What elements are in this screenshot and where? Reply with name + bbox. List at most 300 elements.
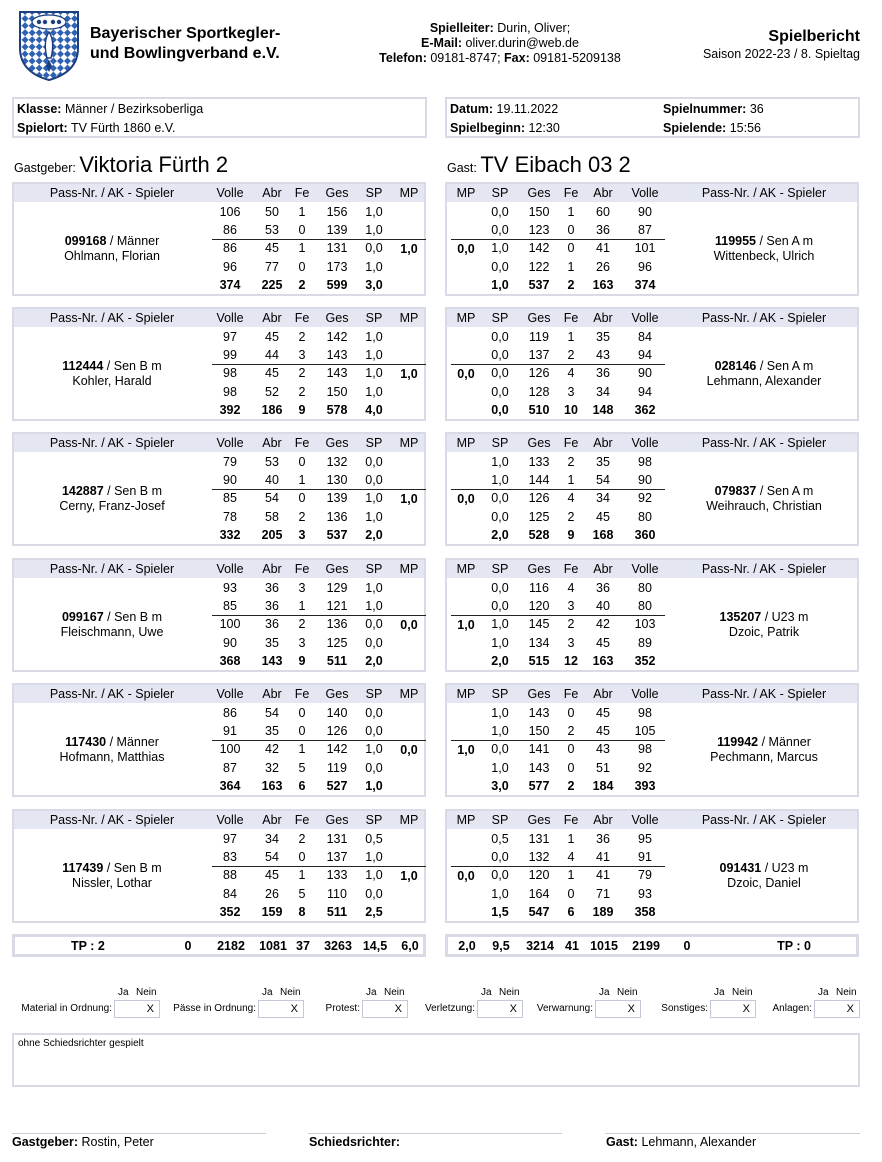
check-box[interactable]: X (258, 1000, 304, 1018)
guest-abr-value: 54 (596, 473, 610, 488)
column-header-player: Pass-Nr. / AK - Spieler (701, 562, 827, 576)
guest-sp-value: 1,0 (491, 760, 509, 775)
guest-fe-value: 1 (567, 868, 575, 883)
home-ges-value: 130 (326, 473, 348, 488)
home-volle-total: 364 (219, 779, 241, 793)
home-ges-value: 139 (326, 223, 348, 238)
column-header-volle: Volle (631, 186, 659, 200)
guest-sp-value: 1,0 (491, 455, 509, 469)
home-abr-value: 45 (265, 366, 279, 381)
home-ges-value: 173 (326, 259, 348, 274)
ende-value: 15:56 (729, 121, 761, 135)
guest-tp: TP : 0 (777, 939, 811, 953)
guest-volle-value: 79 (638, 868, 652, 883)
home-abr-value: 36 (265, 617, 279, 632)
home-sp-value: 1,0 (365, 348, 383, 363)
nummer-label: Spielnummer: (663, 102, 747, 116)
guest-volle-value: 93 (638, 886, 652, 901)
guest-sp-value: 0,5 (491, 832, 509, 846)
guest-abr-total: 184 (592, 779, 614, 793)
remarks-box[interactable] (12, 1033, 860, 1087)
column-header-fe: Fe (294, 436, 310, 450)
home-sp-total: 2,0 (365, 528, 383, 542)
nein-label: Nein (499, 987, 520, 998)
guest-abr-value: 41 (596, 241, 610, 256)
guest-fe-value: 0 (567, 742, 575, 757)
guest-volle-value: 101 (634, 241, 656, 256)
home-volle-value: 100 (219, 742, 241, 757)
guest-ges-value: 126 (528, 491, 550, 506)
player-id-line (667, 735, 861, 750)
home-player-info (14, 359, 210, 389)
guest-ges-total: 577 (528, 779, 550, 793)
home-abr-value: 32 (265, 760, 279, 775)
home-abr-value: 53 (265, 223, 279, 238)
guest-abr-value: 71 (596, 886, 610, 901)
home-fe-value: 0 (298, 259, 306, 274)
home-volle-total: 368 (219, 654, 241, 668)
guest-fe-value: 1 (567, 259, 575, 274)
home-player-block (12, 558, 426, 672)
referee-signature (309, 1134, 400, 1150)
home-ges-value: 142 (326, 330, 348, 344)
home-sp-value: 1,0 (365, 599, 383, 614)
guest-sp-value: 1,0 (491, 706, 509, 720)
guest-fe-value: 2 (567, 617, 575, 632)
home-fe-value: 2 (298, 832, 306, 846)
home-abr-value: 34 (265, 832, 279, 846)
ja-label: Ja (818, 987, 829, 998)
column-header-mp: MP (399, 311, 419, 325)
column-header-abr: Abr (593, 562, 613, 576)
home-total-volle: 2182 (217, 939, 245, 953)
column-header-volle: Volle (216, 311, 244, 325)
column-header-sp: SP (365, 687, 383, 701)
guest-volle-value: 90 (638, 366, 652, 381)
home-abr-total: 186 (261, 403, 283, 417)
guest-sp-value: 0,0 (491, 509, 509, 524)
guest-volle-value: 95 (638, 832, 652, 846)
guest-mp-value: 0,0 (457, 367, 475, 381)
check-label: Material in Ordnung: (21, 1003, 112, 1014)
contact-block (350, 21, 650, 66)
player-name: Fleischmann, Uwe (60, 625, 164, 639)
player-id-line (14, 735, 210, 750)
guest-volle-value: 92 (638, 760, 652, 775)
guest-ges-value: 119 (529, 330, 549, 344)
guest-mp-value: 0,0 (457, 869, 475, 883)
column-header-fe: Fe (563, 687, 579, 701)
home-fe-value: 5 (298, 886, 306, 901)
column-header-abr: Abr (593, 186, 613, 200)
column-header-abr: Abr (262, 311, 282, 325)
home-fe-value: 1 (298, 473, 306, 488)
home-fe-value: 3 (298, 348, 306, 363)
column-header-volle: Volle (631, 562, 659, 576)
guest-fe-value: 1 (567, 832, 575, 846)
column-header-fe: Fe (294, 813, 310, 827)
home-sp-total: 1,0 (365, 779, 383, 793)
guest-abr-value: 35 (596, 330, 610, 344)
nein-label: Nein (384, 987, 405, 998)
column-header-sp: SP (365, 813, 383, 827)
guest-ges-total: 547 (528, 905, 550, 919)
player-pass-number: 135207 (719, 610, 762, 624)
guest-player-info (667, 359, 861, 389)
home-fe-value: 0 (298, 706, 306, 720)
home-player-block (12, 307, 426, 421)
guest-volle-value: 94 (638, 348, 652, 363)
column-header-fe: Fe (563, 436, 579, 450)
player-age-class: / Sen B m (103, 359, 162, 373)
guest-abr-value: 36 (596, 832, 610, 846)
home-abr-value: 50 (265, 205, 279, 219)
home-fe-value: 2 (298, 509, 306, 524)
column-header-player: Pass-Nr. / AK - Spieler (701, 186, 827, 200)
guest-team-name: TV Eibach 03 2 (480, 152, 631, 177)
home-mp-value: 1,0 (400, 242, 418, 256)
guest-ges-value: 134 (528, 635, 550, 650)
column-header-abr: Abr (593, 311, 613, 325)
check-box[interactable]: X (362, 1000, 408, 1018)
column-header-abr: Abr (262, 562, 282, 576)
ja-label: Ja (262, 987, 273, 998)
check-box[interactable]: X (595, 1000, 641, 1018)
home-volle-value: 100 (219, 617, 241, 632)
guest-signature (606, 1134, 756, 1150)
guest-fe-value: 2 (567, 724, 575, 739)
guest-fe-value: 0 (567, 241, 575, 256)
player-pass-number: 119942 (717, 735, 759, 749)
guest-sp-value: 1,0 (491, 473, 509, 488)
phone-value: 09181-8747; (430, 51, 501, 65)
home-ges-value: 136 (326, 509, 348, 524)
home-ges-total: 511 (326, 905, 348, 919)
column-header-abr: Abr (262, 687, 282, 701)
column-header-player: Pass-Nr. / AK - Spieler (49, 687, 175, 701)
home-abr-value: 35 (265, 724, 279, 739)
home-ges-value: 133 (326, 868, 348, 883)
player-pass-number: 142887 (61, 484, 104, 498)
guest-sp-value: 0,0 (491, 868, 509, 883)
home-abr-value: 53 (265, 455, 279, 469)
home-player-info (14, 610, 210, 640)
guest-total-extra: 0 (683, 939, 691, 953)
guest-player-info (667, 484, 861, 514)
home-sp-value: 1,0 (365, 850, 383, 865)
guest-player-block (445, 307, 859, 421)
home-volle-value: 85 (223, 599, 237, 614)
column-header-player: Pass-Nr. / AK - Spieler (49, 186, 175, 200)
home-total-abr: 1081 (259, 939, 287, 953)
home-sp-value: 1,0 (365, 384, 383, 399)
guest-ges-value: 144 (528, 473, 550, 488)
guest-abr-value: 45 (596, 635, 610, 650)
beginn-value: 12:30 (528, 121, 560, 135)
home-ges-value: 126 (326, 724, 348, 739)
ende-label: Spielende: (663, 121, 727, 135)
guest-volle-value: 90 (638, 473, 652, 488)
home-volle-value: 78 (223, 509, 237, 524)
home-abr-value: 52 (265, 384, 279, 399)
guest-sp-value: 0,0 (491, 223, 509, 238)
guest-volle-value: 80 (638, 509, 652, 524)
guest-ges-value: 132 (528, 850, 550, 865)
player-age-class: / Sen A m (756, 234, 813, 248)
guest-abr-value: 36 (596, 581, 610, 595)
guest-mp-value: 0,0 (457, 492, 475, 506)
column-header-fe: Fe (563, 813, 579, 827)
guest-ges-total: 528 (528, 528, 550, 542)
guest-abr-value: 36 (596, 366, 610, 381)
guest-abr-total: 168 (592, 528, 614, 542)
home-volle-value: 86 (223, 223, 237, 238)
column-header-sp: SP (491, 186, 509, 200)
guest-volle-value: 105 (634, 724, 656, 739)
check-label: Pässe in Ordnung: (173, 1003, 256, 1014)
column-header-ges: Ges (325, 311, 349, 325)
home-volle-total: 392 (219, 403, 241, 417)
guest-abr-value: 34 (596, 384, 610, 399)
column-header-volle: Volle (216, 813, 244, 827)
guest-abr-total: 148 (592, 403, 614, 417)
column-header-player: Pass-Nr. / AK - Spieler (49, 436, 175, 450)
guest-player-block (445, 182, 859, 296)
guest-abr-value: 35 (596, 455, 610, 469)
guest-sp-value: 0,0 (491, 384, 509, 399)
player-name: Weihrauch, Christian (706, 499, 822, 513)
guest-volle-value: 87 (638, 223, 652, 238)
home-total-ges: 3263 (324, 939, 352, 953)
home-volle-value: 90 (223, 635, 237, 650)
guest-ges-value: 145 (528, 617, 550, 632)
guest-sp-total: 1,5 (491, 905, 509, 919)
column-header-abr: Abr (262, 186, 282, 200)
home-ges-value: 150 (326, 384, 348, 399)
home-player-block (12, 182, 426, 296)
guest-fe-value: 3 (567, 635, 575, 650)
column-header-sp: SP (491, 813, 509, 827)
guest-abr-value: 42 (596, 617, 610, 632)
check-label: Sonstiges: (661, 1003, 708, 1014)
home-ges-total: 599 (326, 278, 348, 292)
guest-player-info (667, 234, 861, 264)
home-volle-value: 98 (223, 366, 237, 381)
home-sp-value: 0,5 (365, 832, 383, 846)
column-header-mp: MP (399, 186, 419, 200)
column-header-ges: Ges (325, 687, 349, 701)
home-ges-value: 140 (326, 706, 348, 720)
home-abr-value: 54 (265, 706, 279, 720)
guest-sp-value: 1,0 (491, 724, 509, 739)
guest-fe-value: 0 (567, 886, 575, 901)
guest-volle-total: 393 (634, 779, 656, 793)
guest-abr-total: 163 (592, 654, 614, 668)
datum-value: 19.11.2022 (496, 102, 559, 116)
home-player-block (12, 432, 426, 546)
home-ges-value: 131 (326, 832, 348, 846)
home-sp-value: 0,0 (365, 241, 383, 256)
guest-fe-value: 2 (567, 348, 575, 363)
guest-volle-value: 98 (638, 455, 652, 469)
column-header-volle: Volle (631, 311, 659, 325)
guest-sp-value: 1,0 (491, 617, 509, 632)
column-header-sp: SP (365, 311, 383, 325)
guest-fe-value: 4 (567, 366, 575, 381)
player-age-class: / U23 m (761, 861, 809, 875)
guest-volle-total: 352 (634, 654, 656, 668)
guest-fe-total: 12 (564, 654, 578, 668)
guest-sp-value: 0,0 (491, 850, 509, 865)
guest-ges-value: 133 (528, 455, 550, 469)
leader-value: Durin, Oliver; (497, 21, 571, 35)
guest-abr-total: 163 (592, 278, 614, 292)
nein-label: Nein (836, 987, 857, 998)
home-abr-value: 45 (265, 241, 279, 256)
player-age-class: / U23 m (761, 610, 809, 624)
guest-ges-value: 120 (528, 599, 550, 614)
player-name: Ohlmann, Florian (64, 249, 160, 263)
guest-sp-value: 1,0 (491, 886, 509, 901)
home-fe-value: 1 (298, 868, 306, 883)
guest-volle-value: 80 (638, 581, 652, 595)
home-total-fe: 37 (296, 939, 310, 953)
guest-player-block (445, 558, 859, 672)
home-sp-value: 1,0 (365, 259, 383, 274)
home-signature-value: Rostin, Peter (81, 1135, 154, 1149)
guest-volle-value: 96 (638, 259, 652, 274)
lane-separator (451, 364, 665, 365)
home-ges-value: 139 (326, 491, 348, 506)
fax-value: 09181-5209138 (533, 51, 621, 65)
home-fe-value: 2 (298, 330, 306, 344)
guest-ges-total: 537 (528, 278, 550, 292)
guest-ges-value: 122 (528, 259, 550, 274)
check-box[interactable]: X (710, 1000, 756, 1018)
guest-abr-value: 34 (596, 491, 610, 506)
ja-label: Ja (118, 987, 129, 998)
home-volle-value: 87 (223, 760, 237, 775)
home-fe-value: 1 (298, 241, 306, 256)
home-sp-value: 0,0 (365, 706, 383, 720)
column-header-fe: Fe (294, 311, 310, 325)
home-player-info (14, 484, 210, 514)
column-header-mp: MP (399, 562, 419, 576)
guest-sp-value: 0,0 (491, 348, 509, 363)
home-abr-value: 45 (265, 330, 279, 344)
guest-fe-total: 2 (567, 779, 575, 793)
guest-fe-value: 1 (567, 205, 575, 219)
check-box[interactable]: X (477, 1000, 523, 1018)
guest-fe-total: 6 (567, 905, 575, 919)
home-abr-total: 159 (261, 905, 283, 919)
home-abr-value: 58 (265, 509, 279, 524)
guest-sp-value: 1,0 (491, 635, 509, 650)
home-ges-total: 511 (326, 654, 348, 668)
column-header-player: Pass-Nr. / AK - Spieler (701, 436, 827, 450)
home-team-label: Gastgeber: (14, 161, 76, 175)
guest-ges-value: 142 (528, 241, 550, 256)
home-abr-value: 40 (265, 473, 279, 488)
player-age-class: / Sen A m (756, 359, 814, 373)
column-header-ges: Ges (325, 562, 349, 576)
column-header-volle: Volle (216, 436, 244, 450)
beginn-label: Spielbeginn: (450, 121, 525, 135)
home-volle-value: 84 (223, 886, 237, 901)
player-id-line (14, 610, 210, 625)
guest-sp-total: 2,0 (491, 528, 509, 542)
column-header-volle: Volle (216, 186, 244, 200)
email-value: oliver.durin@web.de (465, 36, 579, 50)
guest-volle-value: 94 (638, 384, 652, 399)
check-box[interactable]: X (114, 1000, 160, 1018)
guest-fe-value: 4 (567, 850, 575, 865)
guest-ges-value: 128 (528, 384, 550, 399)
column-header-ges: Ges (325, 813, 349, 827)
player-name: Cerny, Franz-Josef (59, 499, 165, 513)
home-total-mp: 6,0 (401, 939, 419, 953)
guest-sp-value: 0,0 (491, 491, 509, 506)
column-header-fe: Fe (563, 186, 579, 200)
player-name: Nissler, Lothar (72, 876, 152, 890)
column-header-sp: SP (365, 436, 383, 450)
guest-volle-value: 98 (638, 742, 652, 757)
check-box[interactable]: X (814, 1000, 860, 1018)
guest-player-info (667, 610, 861, 640)
guest-total-sp: 9,5 (492, 939, 510, 953)
guest-volle-value: 91 (638, 850, 652, 865)
column-header-ges: Ges (527, 186, 551, 200)
home-volle-total: 352 (219, 905, 241, 919)
home-volle-value: 79 (223, 455, 237, 469)
home-signature-label: Gastgeber: (12, 1135, 78, 1149)
column-header-ges: Ges (325, 186, 349, 200)
home-signature (12, 1134, 154, 1150)
guest-fe-value: 1 (567, 330, 575, 344)
guest-ges-value: 150 (528, 724, 550, 739)
column-header-player: Pass-Nr. / AK - Spieler (701, 311, 827, 325)
player-id-line (667, 610, 861, 625)
home-total-sp: 14,5 (362, 939, 388, 953)
column-header-ges: Ges (527, 813, 551, 827)
column-header-volle: Volle (631, 813, 659, 827)
spielort-label: Spielort: (17, 121, 68, 135)
match-info-box (445, 97, 860, 138)
home-ges-value: 125 (326, 635, 348, 650)
player-pass-number: 119955 (714, 234, 757, 248)
home-sp-value: 1,0 (365, 223, 383, 238)
guest-total-fe: 41 (565, 939, 579, 953)
home-volle-value: 93 (223, 581, 237, 595)
player-id-line (14, 484, 210, 499)
home-volle-value: 91 (223, 724, 237, 739)
guest-abr-value: 45 (596, 706, 610, 720)
guest-total-ges: 3214 (526, 939, 554, 953)
home-volle-value: 86 (223, 706, 237, 720)
home-sp-value: 0,0 (365, 760, 383, 775)
column-header-player: Pass-Nr. / AK - Spieler (49, 562, 175, 576)
ja-label: Ja (366, 987, 377, 998)
column-header-player: Pass-Nr. / AK - Spieler (49, 311, 175, 325)
home-ges-value: 136 (326, 617, 348, 632)
home-ges-value: 132 (326, 455, 348, 469)
home-ges-value: 156 (326, 205, 348, 219)
home-fe-total: 9 (298, 403, 306, 417)
report-heading (703, 27, 860, 62)
player-age-class: / Sen B m (103, 484, 163, 498)
klasse-label: Klasse: (17, 102, 62, 116)
organization-name (90, 24, 280, 64)
